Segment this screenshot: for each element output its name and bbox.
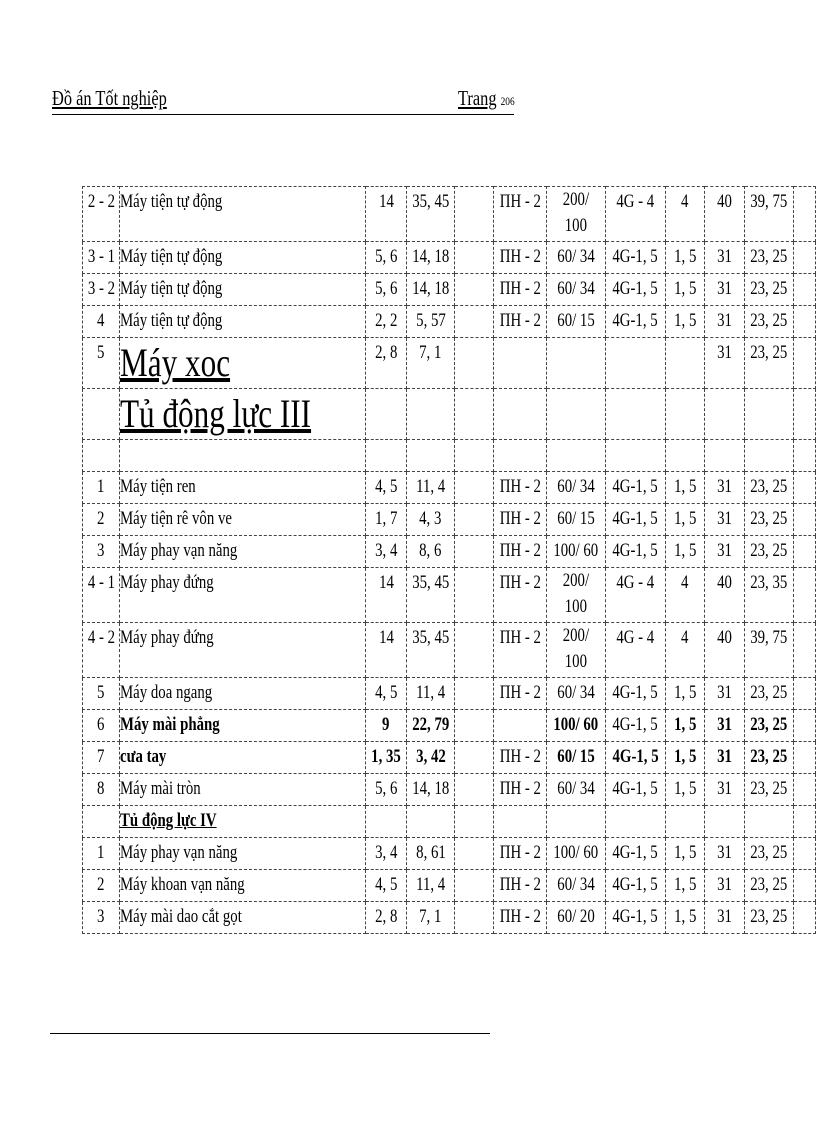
- cell-stt: 2 - 2: [83, 187, 120, 242]
- cell-type: ПН - 2: [493, 568, 547, 623]
- cell-empty: [455, 187, 493, 242]
- cell-i: [406, 440, 455, 472]
- cell-c: 23, 25: [744, 274, 794, 306]
- cell-empty: [455, 806, 493, 838]
- cell-stt: 4: [83, 306, 120, 338]
- cell-i: 7, 1: [406, 338, 455, 389]
- cell-fuse: 4G-1, 5: [605, 774, 665, 806]
- cell-ratio: 100/ 60: [547, 536, 606, 568]
- cell-stt: 2: [83, 504, 120, 536]
- cell-empty: [794, 274, 816, 306]
- cell-empty: [455, 623, 493, 678]
- cell-p: 4, 5: [366, 870, 407, 902]
- cell-stt: 1: [83, 472, 120, 504]
- cell-empty: [794, 902, 816, 934]
- cell-stt: [83, 440, 120, 472]
- cell-stt: 5: [83, 338, 120, 389]
- cell-empty: [794, 504, 816, 536]
- cell-p: 14: [366, 623, 407, 678]
- cell-p: [366, 440, 407, 472]
- cell-c: 39, 75: [744, 623, 794, 678]
- cell-b: 31: [705, 536, 745, 568]
- cell-fuse: 4G-1, 5: [605, 274, 665, 306]
- cell-name: [120, 440, 366, 472]
- cell-type: ПН - 2: [493, 678, 547, 710]
- cell-type: ПН - 2: [493, 472, 547, 504]
- cell-empty: [794, 742, 816, 774]
- cell-ratio: [547, 338, 606, 389]
- cell-ratio: 200/ 100: [547, 568, 606, 623]
- cell-empty: [794, 242, 816, 274]
- cell-c: [744, 389, 794, 440]
- cell-b: 31: [705, 774, 745, 806]
- cell-i: 35, 45: [406, 623, 455, 678]
- cell-b: 31: [705, 242, 745, 274]
- cell-i: 14, 18: [406, 774, 455, 806]
- table-row: [83, 504, 816, 536]
- cell-stt: 4 - 2: [83, 623, 120, 678]
- cell-a: 1, 5: [666, 536, 705, 568]
- cell-b: [705, 806, 745, 838]
- cell-name: Máy doa ngang: [120, 678, 366, 710]
- cell-type: [493, 389, 547, 440]
- cell-b: 40: [705, 568, 745, 623]
- cell-b: 31: [705, 902, 745, 934]
- cell-c: 23, 25: [744, 504, 794, 536]
- cell-c: 23, 25: [744, 870, 794, 902]
- cell-b: [705, 440, 745, 472]
- cell-name: Máy phay đứng: [120, 568, 366, 623]
- cell-i: 35, 45: [406, 187, 455, 242]
- cell-p: 14: [366, 568, 407, 623]
- cell-p: 3, 4: [366, 536, 407, 568]
- cell-type: ПН - 2: [493, 623, 547, 678]
- page-header: [52, 86, 514, 115]
- cell-ratio: 60/ 15: [547, 306, 606, 338]
- cell-type: ПН - 2: [493, 504, 547, 536]
- document-title: Đồ án Tốt nghiệp: [52, 86, 167, 110]
- cell-fuse: 4G-1, 5: [605, 472, 665, 504]
- cell-fuse: 4G-1, 5: [605, 870, 665, 902]
- cell-p: 1, 7: [366, 504, 407, 536]
- cell-ratio: 60/ 34: [547, 274, 606, 306]
- cell-name: Máy tiện rê vôn ve: [120, 504, 366, 536]
- cell-empty: [455, 742, 493, 774]
- cell-b: 40: [705, 187, 745, 242]
- page-indicator: [458, 86, 515, 111]
- cell-b: 31: [705, 338, 745, 389]
- page-number: 206: [500, 94, 515, 108]
- cell-type: ПН - 2: [493, 838, 547, 870]
- table-row: [83, 902, 816, 934]
- cell-b: 31: [705, 870, 745, 902]
- cell-c: 23, 25: [744, 902, 794, 934]
- cell-p: 3, 4: [366, 838, 407, 870]
- cell-name: Tủ động lực IV: [120, 806, 366, 838]
- page-label: Trang: [458, 86, 497, 110]
- cell-stt: 3: [83, 536, 120, 568]
- cell-fuse: 4G-1, 5: [605, 536, 665, 568]
- cell-p: 4, 5: [366, 678, 407, 710]
- cell-a: [666, 389, 705, 440]
- cell-a: 4: [666, 568, 705, 623]
- cell-fuse: [605, 806, 665, 838]
- cell-i: 4, 3: [406, 504, 455, 536]
- cell-ratio: 60/ 34: [547, 678, 606, 710]
- cell-empty: [455, 774, 493, 806]
- cell-ratio: 60/ 34: [547, 472, 606, 504]
- cell-name: Máy mài phẳng: [120, 710, 366, 742]
- cell-i: 11, 4: [406, 472, 455, 504]
- cell-empty: [794, 678, 816, 710]
- cell-p: 2, 8: [366, 338, 407, 389]
- cell-ratio: 60/ 34: [547, 242, 606, 274]
- cell-p: 9: [366, 710, 407, 742]
- cell-type: ПН - 2: [493, 187, 547, 242]
- cell-c: [744, 440, 794, 472]
- cell-ratio: 200/ 100: [547, 623, 606, 678]
- table-row: [83, 710, 816, 742]
- cell-type: ПН - 2: [493, 536, 547, 568]
- cell-i: 14, 18: [406, 242, 455, 274]
- cell-a: 1, 5: [666, 504, 705, 536]
- cell-stt: 7: [83, 742, 120, 774]
- cell-ratio: [547, 389, 606, 440]
- cell-a: 4: [666, 623, 705, 678]
- cell-empty: [455, 440, 493, 472]
- table-row: [83, 838, 816, 870]
- cell-empty: [455, 338, 493, 389]
- cell-type: [493, 338, 547, 389]
- cell-p: 5, 6: [366, 242, 407, 274]
- cell-ratio: 100/ 60: [547, 710, 606, 742]
- cell-a: 1, 5: [666, 870, 705, 902]
- cell-empty: [455, 504, 493, 536]
- cell-name: Máy mài tròn: [120, 774, 366, 806]
- cell-b: 40: [705, 623, 745, 678]
- cell-b: 31: [705, 838, 745, 870]
- cell-a: 1, 5: [666, 242, 705, 274]
- cell-c: 23, 25: [744, 338, 794, 389]
- cell-a: 1, 5: [666, 902, 705, 934]
- cell-fuse: [605, 440, 665, 472]
- cell-ratio: 200/ 100: [547, 187, 606, 242]
- cell-a: 1, 5: [666, 710, 705, 742]
- cell-i: 3, 42: [406, 742, 455, 774]
- cell-type: ПН - 2: [493, 742, 547, 774]
- cell-empty: [794, 806, 816, 838]
- cell-i: [406, 389, 455, 440]
- table-row: [83, 774, 816, 806]
- cell-i: 11, 4: [406, 678, 455, 710]
- table-row: [83, 623, 816, 678]
- cell-stt: 1: [83, 838, 120, 870]
- cell-i: 8, 6: [406, 536, 455, 568]
- cell-b: 31: [705, 504, 745, 536]
- cell-b: 31: [705, 274, 745, 306]
- cell-fuse: 4G-1, 5: [605, 710, 665, 742]
- cell-p: 2, 2: [366, 306, 407, 338]
- cell-empty: [455, 838, 493, 870]
- cell-empty: [455, 870, 493, 902]
- cell-type: ПН - 2: [493, 774, 547, 806]
- cell-name: Máy khoan vạn năng: [120, 870, 366, 902]
- table-row: [83, 742, 816, 774]
- cell-empty: [794, 389, 816, 440]
- table-row: [83, 536, 816, 568]
- table-row: [83, 274, 816, 306]
- cell-a: 1, 5: [666, 678, 705, 710]
- table-row: [83, 568, 816, 623]
- cell-i: 8, 61: [406, 838, 455, 870]
- cell-name: Máy xoc: [120, 338, 366, 389]
- table-row: [83, 440, 816, 472]
- cell-p: 5, 6: [366, 274, 407, 306]
- cell-type: [493, 806, 547, 838]
- cell-empty: [794, 774, 816, 806]
- cell-stt: 3 - 1: [83, 242, 120, 274]
- cell-a: 1, 5: [666, 774, 705, 806]
- cell-stt: 5: [83, 678, 120, 710]
- cell-name: Máy tiện ren: [120, 472, 366, 504]
- cell-empty: [794, 623, 816, 678]
- cell-empty: [794, 472, 816, 504]
- cell-empty: [455, 568, 493, 623]
- cell-c: 23, 25: [744, 838, 794, 870]
- cell-i: 14, 18: [406, 274, 455, 306]
- cell-c: 23, 25: [744, 536, 794, 568]
- cell-empty: [455, 472, 493, 504]
- cell-empty: [794, 187, 816, 242]
- cell-c: 23, 35: [744, 568, 794, 623]
- cell-b: 31: [705, 678, 745, 710]
- cell-i: 7, 1: [406, 902, 455, 934]
- cell-name: Máy tiện tự động: [120, 306, 366, 338]
- cell-stt: 3 - 2: [83, 274, 120, 306]
- cell-type: [493, 440, 547, 472]
- cell-c: 23, 25: [744, 242, 794, 274]
- cell-ratio: 60/ 15: [547, 504, 606, 536]
- cell-a: 1, 5: [666, 838, 705, 870]
- cell-a: [666, 338, 705, 389]
- cell-p: 14: [366, 187, 407, 242]
- cell-fuse: 4G-1, 5: [605, 838, 665, 870]
- cell-c: 23, 25: [744, 306, 794, 338]
- cell-c: 39, 75: [744, 187, 794, 242]
- cell-ratio: 60/ 34: [547, 870, 606, 902]
- table-row: [83, 678, 816, 710]
- cell-name: Máy mài dao cắt gọt: [120, 902, 366, 934]
- cell-empty: [794, 306, 816, 338]
- cell-fuse: 4G - 4: [605, 623, 665, 678]
- cell-i: 35, 45: [406, 568, 455, 623]
- cell-empty: [455, 389, 493, 440]
- cell-empty: [794, 568, 816, 623]
- cell-p: [366, 806, 407, 838]
- cell-ratio: 100/ 60: [547, 838, 606, 870]
- cell-empty: [455, 902, 493, 934]
- cell-name: Tủ động lực III: [120, 389, 366, 440]
- cell-name: cưa tay: [120, 742, 366, 774]
- cell-name: Máy phay vạn năng: [120, 838, 366, 870]
- cell-a: 4: [666, 187, 705, 242]
- cell-empty: [455, 678, 493, 710]
- cell-fuse: 4G-1, 5: [605, 902, 665, 934]
- cell-stt: 2: [83, 870, 120, 902]
- cell-name: Máy tiện tự động: [120, 274, 366, 306]
- cell-empty: [455, 274, 493, 306]
- cell-c: 23, 25: [744, 742, 794, 774]
- cell-type: ПН - 2: [493, 870, 547, 902]
- cell-p: 2, 8: [366, 902, 407, 934]
- cell-empty: [794, 440, 816, 472]
- table-row: [83, 242, 816, 274]
- cell-a: [666, 806, 705, 838]
- cell-a: 1, 5: [666, 742, 705, 774]
- cell-type: [493, 710, 547, 742]
- cell-c: [744, 806, 794, 838]
- table-row: [83, 389, 816, 440]
- cell-fuse: 4G-1, 5: [605, 504, 665, 536]
- cell-a: [666, 440, 705, 472]
- cell-fuse: 4G - 4: [605, 187, 665, 242]
- cell-i: 22, 79: [406, 710, 455, 742]
- cell-b: 31: [705, 472, 745, 504]
- cell-b: 31: [705, 742, 745, 774]
- cell-fuse: 4G-1, 5: [605, 678, 665, 710]
- cell-fuse: 4G - 4: [605, 568, 665, 623]
- cell-fuse: [605, 338, 665, 389]
- cell-empty: [455, 536, 493, 568]
- table-row: [83, 870, 816, 902]
- cell-empty: [794, 870, 816, 902]
- cell-type: ПН - 2: [493, 306, 547, 338]
- cell-i: 11, 4: [406, 870, 455, 902]
- cell-type: ПН - 2: [493, 242, 547, 274]
- table-row: [83, 306, 816, 338]
- cell-c: 23, 25: [744, 710, 794, 742]
- cell-c: 23, 25: [744, 472, 794, 504]
- cell-empty: [455, 710, 493, 742]
- cell-ratio: [547, 440, 606, 472]
- cell-empty: [794, 338, 816, 389]
- cell-name: Máy phay vạn năng: [120, 536, 366, 568]
- table-row: [83, 472, 816, 504]
- cell-a: 1, 5: [666, 306, 705, 338]
- cell-c: 23, 25: [744, 678, 794, 710]
- cell-stt: 4 - 1: [83, 568, 120, 623]
- cell-empty: [794, 710, 816, 742]
- cell-fuse: [605, 389, 665, 440]
- cell-stt: 8: [83, 774, 120, 806]
- cell-empty: [794, 838, 816, 870]
- footer-rule: [50, 1033, 490, 1034]
- cell-fuse: 4G-1, 5: [605, 742, 665, 774]
- table-row: [83, 806, 816, 838]
- equipment-table: [82, 186, 816, 934]
- cell-stt: 3: [83, 902, 120, 934]
- cell-fuse: 4G-1, 5: [605, 306, 665, 338]
- cell-c: 23, 25: [744, 774, 794, 806]
- table-row: [83, 187, 816, 242]
- cell-stt: 6: [83, 710, 120, 742]
- cell-empty: [455, 242, 493, 274]
- cell-empty: [794, 536, 816, 568]
- cell-ratio: [547, 806, 606, 838]
- cell-type: ПН - 2: [493, 902, 547, 934]
- cell-empty: [455, 306, 493, 338]
- cell-i: [406, 806, 455, 838]
- cell-ratio: 60/ 34: [547, 774, 606, 806]
- cell-type: ПН - 2: [493, 274, 547, 306]
- cell-p: 5, 6: [366, 774, 407, 806]
- cell-fuse: 4G-1, 5: [605, 242, 665, 274]
- cell-stt: [83, 806, 120, 838]
- cell-ratio: 60/ 20: [547, 902, 606, 934]
- cell-stt: [83, 389, 120, 440]
- cell-b: [705, 389, 745, 440]
- cell-p: 1, 35: [366, 742, 407, 774]
- table-row: [83, 338, 816, 389]
- cell-a: 1, 5: [666, 274, 705, 306]
- cell-a: 1, 5: [666, 472, 705, 504]
- cell-i: 5, 57: [406, 306, 455, 338]
- cell-name: Máy phay đứng: [120, 623, 366, 678]
- cell-p: [366, 389, 407, 440]
- cell-ratio: 60/ 15: [547, 742, 606, 774]
- cell-b: 31: [705, 306, 745, 338]
- cell-b: 31: [705, 710, 745, 742]
- cell-name: Máy tiện tự động: [120, 242, 366, 274]
- cell-p: 4, 5: [366, 472, 407, 504]
- cell-name: Máy tiện tự động: [120, 187, 366, 242]
